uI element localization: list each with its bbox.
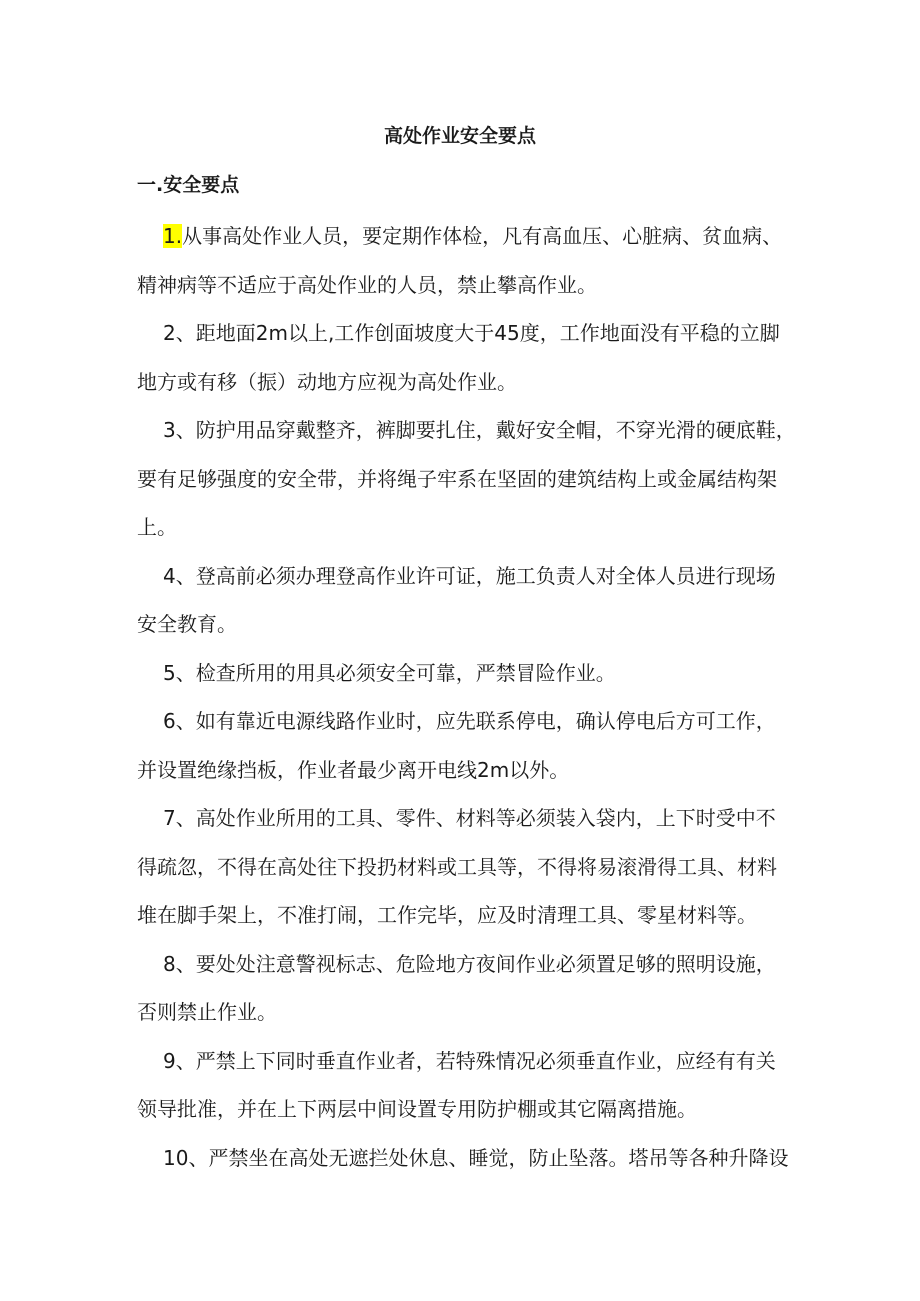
section-heading: 一.安全要点	[137, 174, 240, 196]
list-item-line	[137, 503, 787, 552]
list-item-text: 上。	[137, 515, 177, 539]
list-item-number: 6、	[163, 709, 196, 733]
list-item-line	[137, 261, 787, 310]
list-item	[137, 1134, 787, 1183]
list-item-line	[137, 988, 787, 1037]
document-body	[137, 212, 796, 1182]
list-item-number: 3、	[163, 418, 196, 442]
list-item-number: 2、	[163, 321, 196, 345]
list-item	[137, 309, 787, 406]
list-item	[137, 649, 787, 698]
list-item	[137, 940, 787, 1037]
list-item	[137, 406, 796, 552]
list-item-text: 并设置绝缘挡板，作业者最少离开电线2m以外。	[137, 757, 570, 782]
list-item-first-line	[137, 212, 787, 261]
list-item-number: 10、	[163, 1145, 209, 1170]
list-item-first-line	[137, 940, 787, 989]
list-item-first-line	[137, 552, 787, 601]
list-item-text: 地方或有移（振）动地方应视为高处作业。	[137, 369, 517, 394]
list-item-text: 如有靠近电源线路作业时，应先联系停电，确认停电后方可工作，	[195, 709, 776, 733]
list-item-first-line	[137, 1037, 787, 1086]
list-item-text: 距地面2m以上,工作创面坡度大于45度，工作地面没有平稳的立脚	[195, 321, 780, 345]
list-item-number: 8、	[163, 951, 196, 976]
list-item-first-line	[137, 649, 787, 698]
list-item-line	[137, 358, 787, 407]
list-item-text: 领导批准，并在上下两层中间设置专用防护棚或其它隔离措施。	[137, 1097, 697, 1121]
list-item-first-line	[137, 1134, 787, 1183]
list-item-number: 1.	[163, 224, 183, 248]
document-title: 高处作业安全要点	[383, 125, 536, 147]
list-item-text: 堆在脚手架上，不准打闹，工作完毕，应及时清理工具、零星材料等。	[137, 903, 757, 927]
list-item-text: 从事高处作业人员，要定期作体检，凡有高血压、心脏病、贫血病、	[182, 224, 783, 248]
list-item	[137, 212, 787, 309]
list-item-text: 得疏忽，不得在高处往下投扔材料或工具等，不得将易滚滑得工具、材料	[137, 854, 777, 879]
list-item	[137, 794, 787, 940]
list-item-line	[137, 455, 787, 504]
list-item-line	[137, 1085, 787, 1134]
list-item-number: 5、	[163, 660, 196, 685]
list-item-text: 精神病等不适应于高处作业的人员，禁止攀高作业。	[137, 272, 597, 297]
list-item-text: 要处处注意警视标志、危险地方夜间作业必须置足够的照明设施，	[195, 951, 776, 976]
list-item-text: 要有足够强度的安全带，并将绳子牢系在坚固的建筑结构上或金属结构架	[137, 466, 777, 491]
list-item-first-line	[137, 794, 787, 843]
list-item-line	[137, 600, 787, 649]
list-item-text: 登高前必须办理登高作业许可证，施工负责人对全体人员进行现场	[195, 563, 776, 588]
list-item	[137, 1037, 787, 1134]
list-item-first-line	[137, 406, 796, 455]
list-item	[137, 552, 787, 649]
list-item-text: 否则禁止作业。	[137, 1000, 277, 1024]
list-item-first-line	[137, 309, 787, 358]
list-item-line	[137, 843, 787, 892]
list-item-text: 安全教育。	[137, 612, 237, 636]
list-item-text: 检查所用的用具必须安全可靠，严禁冒险作业。	[195, 660, 616, 685]
list-item-text: 防护用品穿戴整齐，裤脚要扎住，戴好安全帽，不穿光滑的硬底鞋，	[195, 418, 796, 442]
list-item-text: 严禁坐在高处无遮拦处休息、睡觉，防止坠落。塔吊等各种升降设	[208, 1145, 789, 1170]
list-item-number: 7、	[163, 806, 196, 830]
list-item-line	[137, 746, 787, 795]
list-item-line	[137, 891, 787, 940]
list-item-text: 高处作业所用的工具、零件、材料等必须装入袋内，上下时受中不	[195, 806, 776, 830]
list-item-number: 4、	[163, 563, 196, 588]
list-item-first-line	[137, 697, 787, 746]
list-item-text: 严禁上下同时垂直作业者，若特殊情况必须垂直作业，应经有有关	[195, 1048, 776, 1073]
list-item	[137, 697, 787, 794]
list-item-number: 9、	[163, 1048, 196, 1073]
